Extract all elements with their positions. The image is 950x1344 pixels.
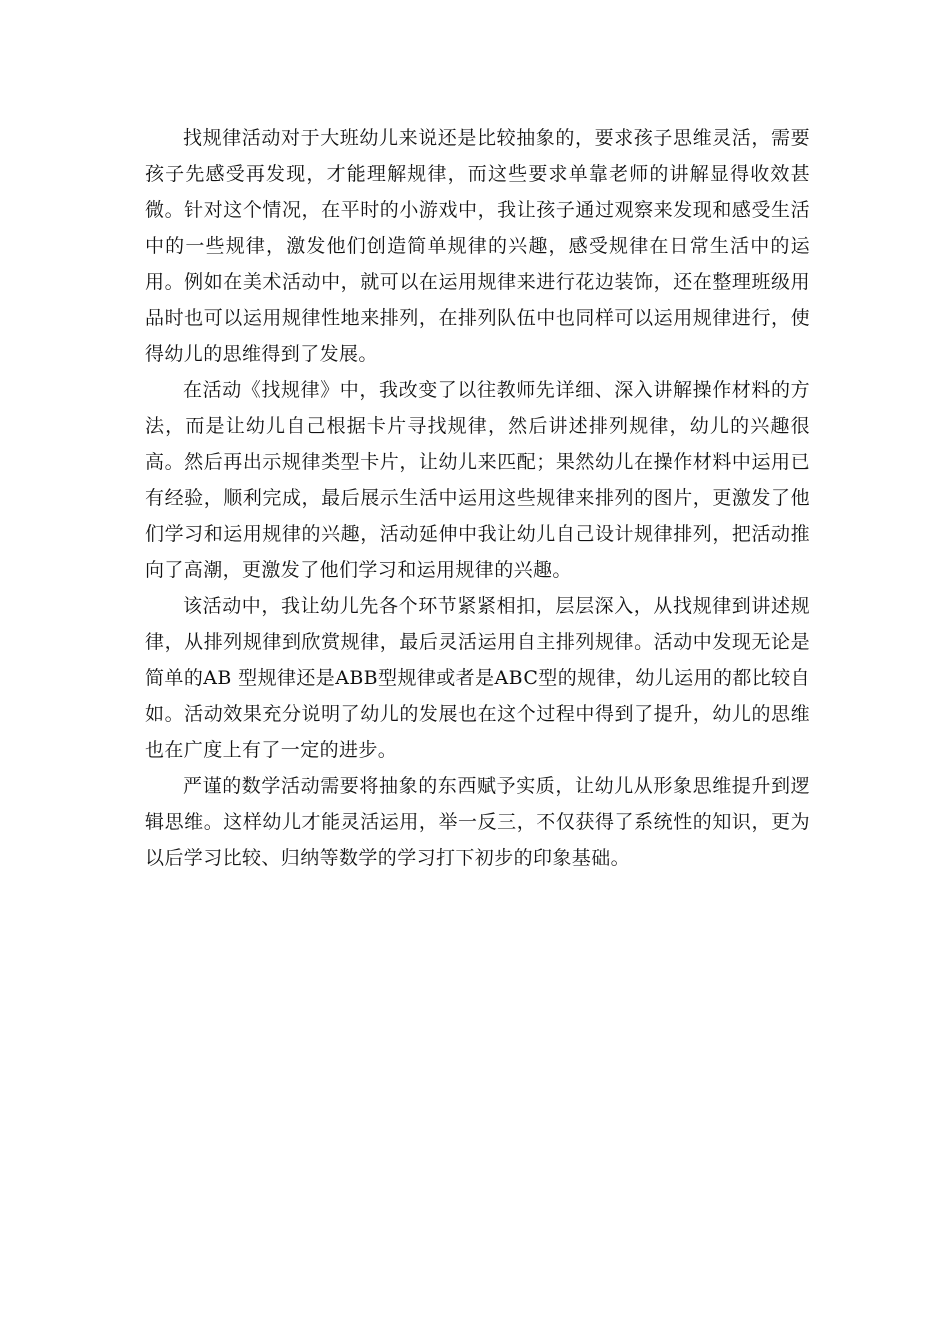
- document-body: [145, 120, 810, 876]
- paragraph-3: 该活动中，我让幼儿先各个环节紧紧相扣，层层深入，从找规律到讲述规律，从排列规律到欣赏规律，最后灵活运用自主排列规律。活动中发现无论是简单的AB 型规律还是ABB型规律或者是ABC型的规律，幼儿运用的都比较自如。活动效果充分说明了幼儿的发展也在这个过程中得到了提升，幼儿的思维也在广度上有了一定的进步。: [145, 595, 810, 761]
- paragraph-4: 严谨的数学活动需要将抽象的东西赋予实质，让幼儿从形象思维提升到逻辑思维。这样幼儿才能灵活运用，举一反三，不仅获得了系统性的知识，更为以后学习比较、归纳等数学的学习打下初步的印象基础。: [145, 775, 810, 869]
- paragraph-1: 找规律活动对于大班幼儿来说还是比较抽象的，要求孩子思维灵活，需要孩子先感受再发现，才能理解规律，而这些要求单靠老师的讲解显得收效甚微。针对这个情况，在平时的小游戏中，我让孩子通过观察来发现和感受生活中的一些规律，激发他们创造简单规律的兴趣，感受规律在日常生活中的运用。例如在美术活动中，就可以在运用规律来进行花边装饰，还在整理班级用品时也可以运用规律性地来排列，在排列队伍中也同样可以运用规律进行，使得幼儿的思维得到了发展。: [145, 127, 810, 365]
- paragraph-2: 在活动《找规律》中，我改变了以往教师先详细、深入讲解操作材料的方法，而是让幼儿自己根据卡片寻找规律，然后讲述排列规律，幼儿的兴趣很高。然后再出示规律类型卡片，让幼儿来匹配；果然幼儿在操作材料中运用已有经验，顺利完成，最后展示生活中运用这些规律来排列的图片，更激发了他们学习和运用规律的兴趣，活动延伸中我让幼儿自己设计规律排列，把活动推向了高潮，更激发了他们学习和运用规律的兴趣。: [145, 379, 810, 581]
